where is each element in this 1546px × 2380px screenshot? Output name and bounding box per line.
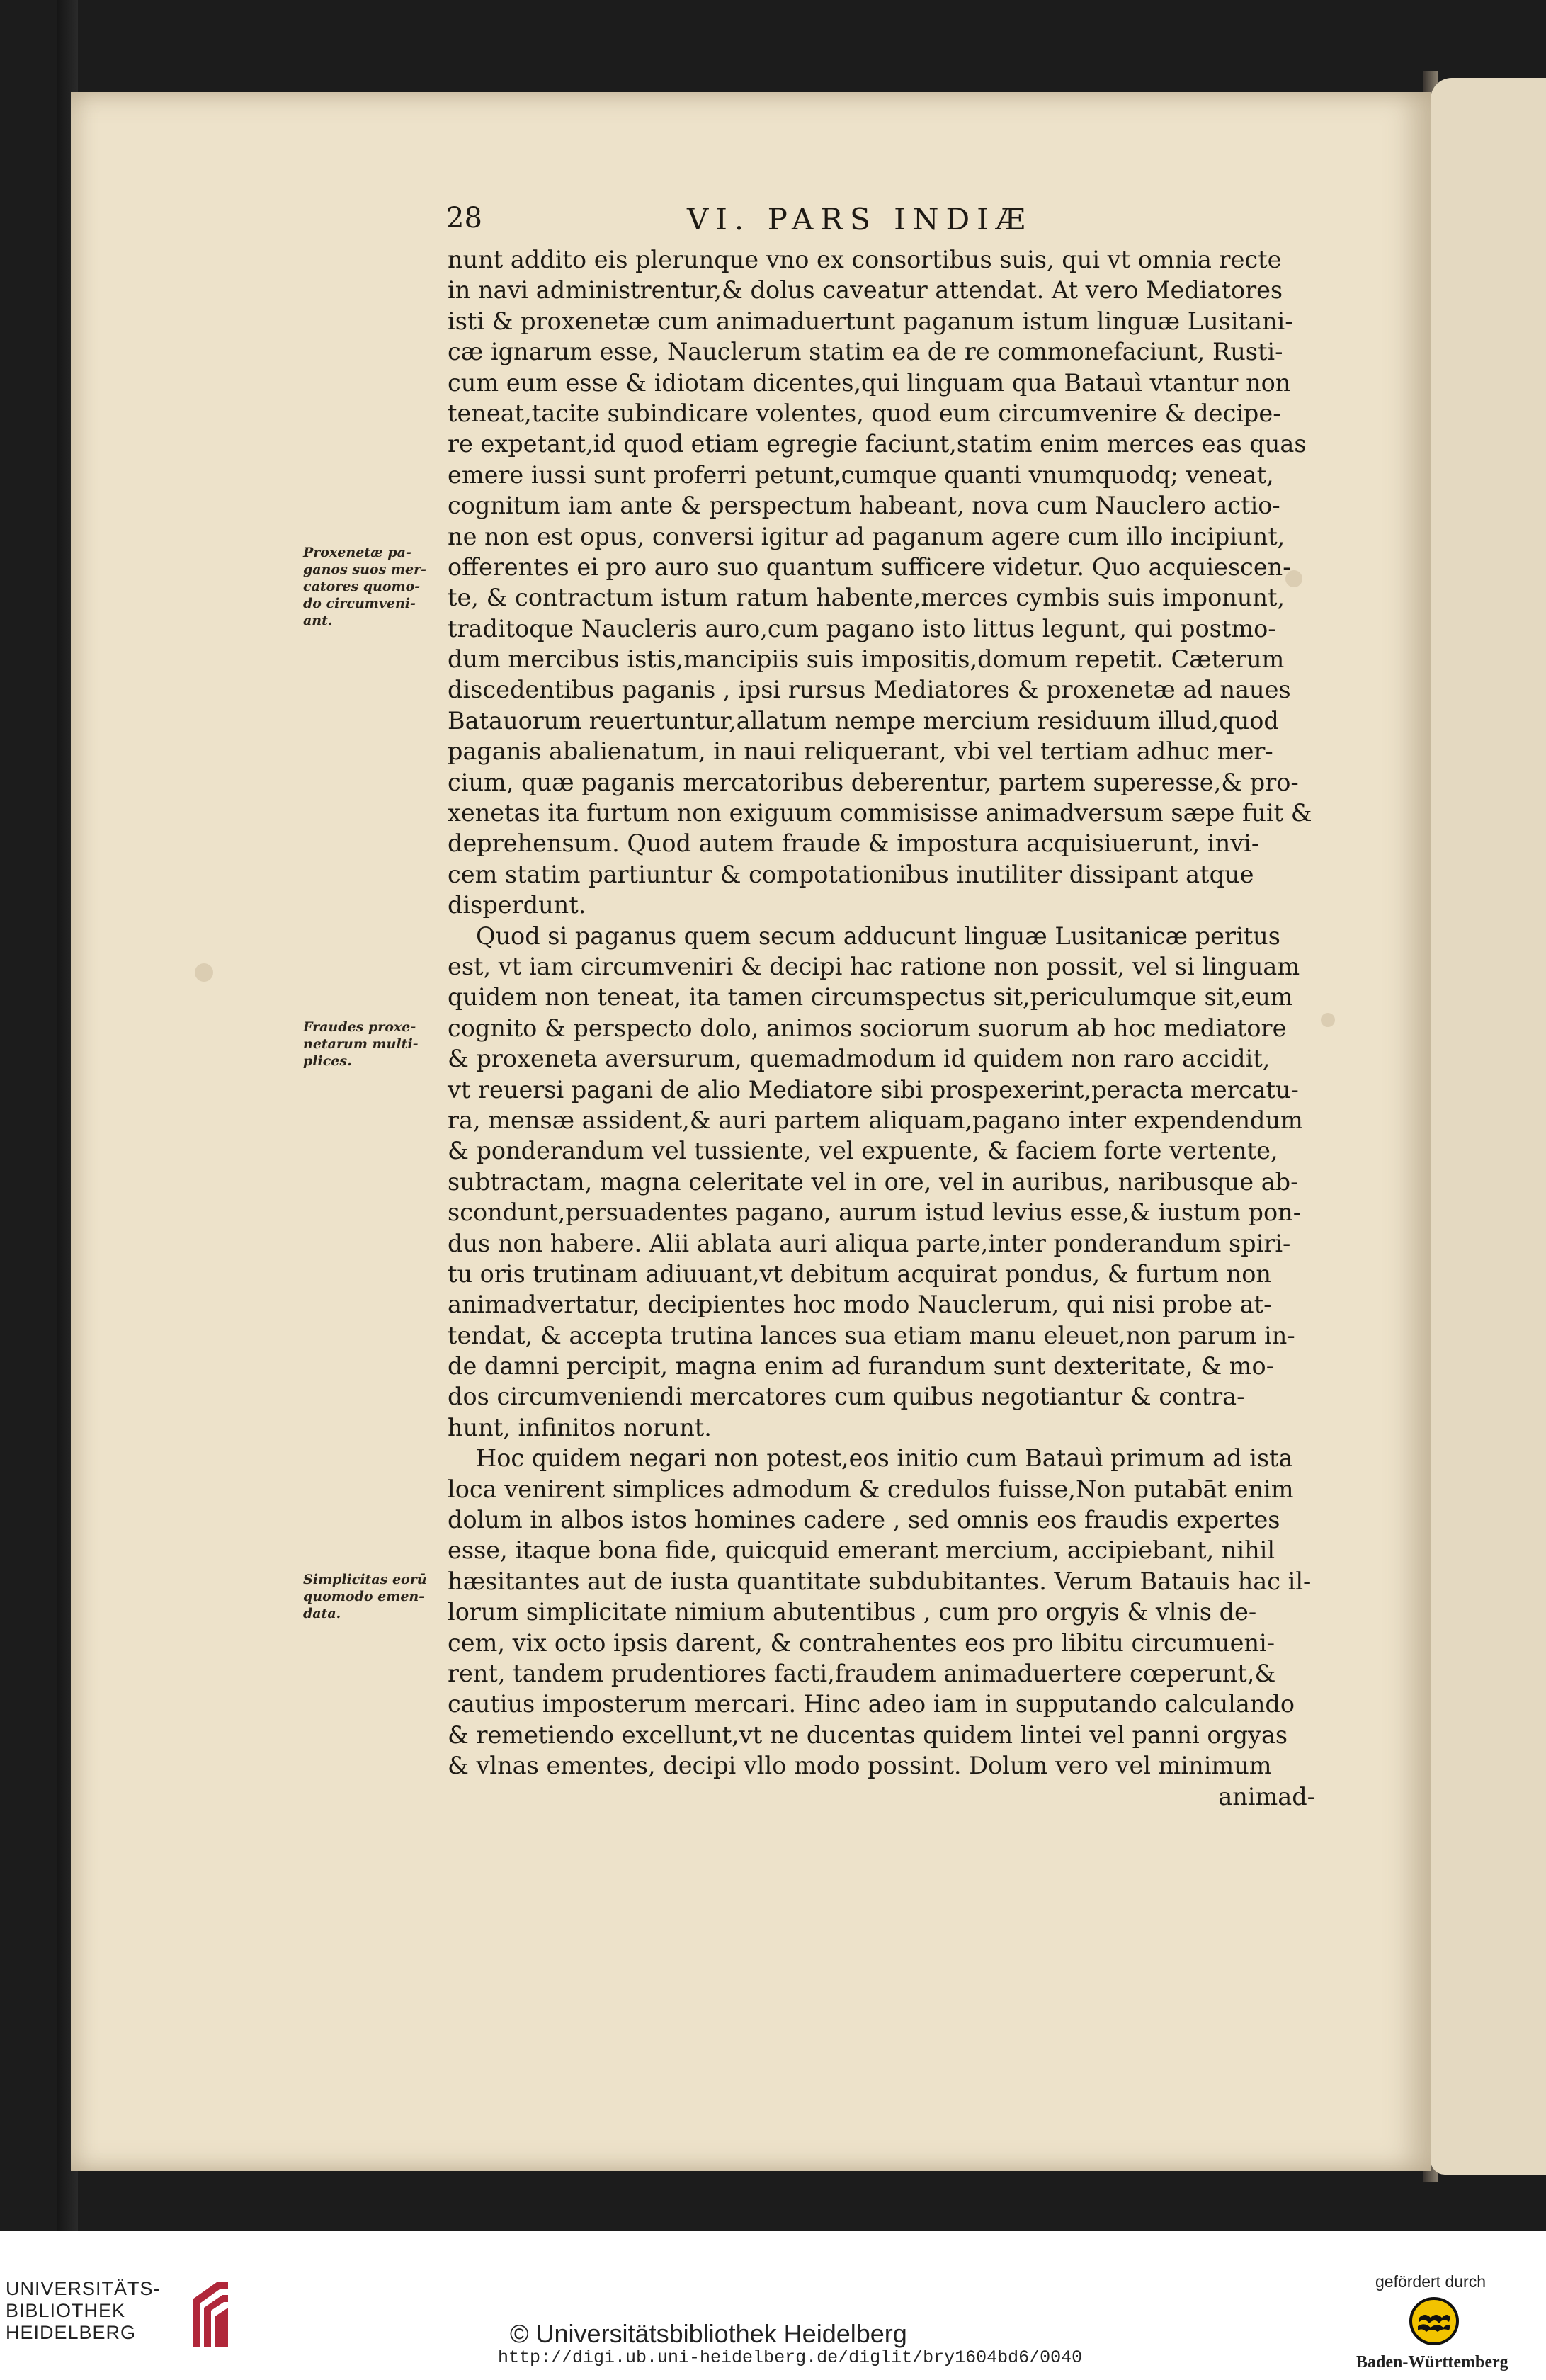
text-line: ne non est opus, conversi igitur ad paganum agere cum illo incipiunt, [448, 522, 1285, 550]
margin-note-line: netarum multi- [303, 1036, 419, 1052]
margin-note-line: Fraudes proxe- [303, 1019, 416, 1035]
coat-of-arms-icon [1409, 2296, 1459, 2346]
text-line: de damni percipit, magna enim ad furandum sunt dexteritate, & mo- [448, 1352, 1275, 1381]
library-name: UNIVERSITÄTS- BIBLIOTHEK HEIDELBERG [6, 2278, 161, 2343]
sponsor-name: Baden-Württemberg [1356, 2353, 1508, 2372]
catchword: animad- [1218, 1782, 1315, 1810]
text-line: traditoque Naucleris auro,cum pagano isto littus legunt, qui postmo- [448, 614, 1276, 642]
text-line: dus non habere. Alii ablata auri aliqua parte,inter ponderandum spiri- [448, 1229, 1291, 1257]
text-line: loca venirent simplices admodum & credulos fuisse,Non putabāt enim [448, 1475, 1294, 1503]
text-line: xenetas ita furtum non exiguum commisisse animadversum sæpe fuit & [448, 799, 1312, 827]
source-url-link[interactable]: http://digi.ub.uni-heidelberg.de/diglit/bry1604bd6/0040 [498, 2347, 1083, 2368]
page-number: 28 [446, 202, 482, 234]
margin-note-line: plices. [303, 1053, 352, 1069]
text-line: cem, vix octo ipsis darent, & contrahentes eos pro libitu circumueni- [448, 1628, 1275, 1657]
margin-note-line: do circumveni- [303, 596, 416, 611]
text-line: cautius imposterum mercari. Hinc adeo iam in supputando calculando [448, 1690, 1295, 1718]
text-line: cæ ignarum esse, Nauclerum statim ea de re commonefaciunt, Rusti- [448, 338, 1283, 366]
running-title: VI. PARS INDIÆ [687, 202, 1033, 237]
text-line: subtractam, magna celeritate vel in ore, vel in auribus, naribusque ab- [448, 1167, 1299, 1196]
margin-note-line: Simplicitas eorū [303, 1572, 427, 1587]
text-line: lorum simplicitate nimium abutentibus , cum pro orgyis & vlnis de- [448, 1598, 1257, 1626]
text-line: cognito & perspecto dolo, animos sociorum suorum ab hoc mediatore [448, 1014, 1287, 1042]
text-line: & proxeneta aversurum, quemadmodum id quidem non raro accidit, [448, 1045, 1271, 1073]
text-line: hæsitantes aut de iusta quantitate subdubitantes. Verum Batauis hac il- [448, 1567, 1312, 1595]
text-line: dum mercibus istis,mancipiis suis impositis,domum repetit. Cæterum [448, 645, 1285, 674]
text-line: paganis abalienatum, in naui reliquerant, vbi vel tertiam adhuc mer- [448, 737, 1273, 766]
text-line: cum eum esse & idiotam dicentes,qui linguam qua Batauì vtantur non [448, 368, 1291, 397]
text-line: scondunt,persuadentes pagano, aurum istud levius esse,& iustum pon- [448, 1198, 1302, 1227]
margin-note-simplicitas [303, 1571, 452, 1622]
text-line: re expetant,id quod etiam egregie faciunt,statim enim merces eas quas [448, 430, 1307, 458]
text-line: dolum in albos istos homines cadere , sed omnis eos fraudis expertes [448, 1506, 1280, 1534]
text-line: tu oris trutinam adiuuant,vt debitum acquirat pondus, & furtum non [448, 1259, 1271, 1288]
text-line: est, vt iam circumveniri & decipi hac ratione non possit, vel si linguam [448, 952, 1300, 980]
text-line: animadvertatur, decipientes hoc modo Nauclerum, qui nisi probe at- [448, 1291, 1272, 1319]
next-page-edge [1431, 78, 1546, 2175]
paragraph-start-line: Hoc quidem negari non potest,eos initio cum Batauì primum ad ista [476, 1444, 1293, 1473]
text-line: in navi administrentur,& dolus caveatur attendat. At vero Mediatores [448, 276, 1283, 305]
margin-note-line: quomodo emen- [303, 1589, 425, 1604]
text-line: discedentibus paganis , ipsi rursus Mediatores & proxenetæ ad naues [448, 676, 1291, 704]
paragraph-start-line: Quod si paganus quem secum adducunt linguæ Lusitanicæ peritus [476, 922, 1280, 950]
text-line: rent, tandem prudentiores facti,fraudem animaduertere cœperunt,& [448, 1659, 1276, 1687]
text-line: & vlnas ementes, decipi vllo modo possint. Dolum vero vel minimum [448, 1752, 1272, 1780]
text-line: emere iussi sunt proferri petunt,cumque quanti vnumquodq; veneat, [448, 460, 1274, 489]
text-line: tendat, & accepta trutina lances sua etiam manu eleuet,non parum in- [448, 1321, 1295, 1349]
library-emblem-icon [188, 2278, 232, 2352]
margin-note-line: catores quomo- [303, 579, 421, 594]
margin-note-line: data. [303, 1606, 341, 1621]
copyright-notice: © Universitätsbibliothek Heidelberg [510, 2319, 907, 2348]
text-line: Batauorum reuertuntur,allatum nempe mercium residuum illud,quod [448, 706, 1279, 735]
text-line: hunt, infinitos norunt. [448, 1413, 712, 1441]
text-line: vt reuersi pagani de alio Mediatore sibi prospexerint,peracta mercatu- [448, 1075, 1299, 1104]
text-line: deprehensum. Quod autem fraude & impostura acquisiuerunt, invi- [448, 829, 1260, 858]
text-line: cium, quæ paganis mercatoribus deberentur, partem superesse,& pro- [448, 768, 1299, 796]
text-line: esse, itaque bona fide, quicquid emerant mercium, accipiebant, nihil [448, 1536, 1275, 1565]
text-line: nunt addito eis plerunque vno ex consortibus suis, qui vt omnia recte [448, 246, 1282, 273]
text-line: offerentes ei pro auro suo quantum sufficere videtur. Quo acquiescen- [448, 552, 1291, 581]
footer [0, 2231, 1546, 2380]
text-line: disperdunt. [448, 891, 586, 919]
text-line: ra, mensæ assident,& auri partem aliquam,pagano inter expendendum [448, 1106, 1303, 1134]
margin-note-fraudes [303, 1019, 452, 1070]
margin-note-line: ant. [303, 613, 333, 628]
text-line: & ponderandum vel tussiente, vel expuente, & faciem forte vertente, [448, 1137, 1278, 1165]
text-line: te, & contractum istum ratum habente,merces cymbis suis imponunt, [448, 584, 1285, 612]
margin-note-proxenetae [303, 544, 452, 629]
text-line: teneat,tacite subindicare volentes, quod eum circumvenire & decipe- [448, 399, 1281, 427]
sponsor-label: gefördert durch [1375, 2272, 1486, 2291]
library-logo[interactable] [6, 2278, 239, 2349]
text-line: cognitum iam ante & perspectum habeant, nova cum Nauclero actio- [448, 492, 1280, 520]
main-text-block [448, 244, 1315, 1812]
page-header [446, 202, 1289, 241]
paper-stain [195, 963, 213, 982]
text-line: quidem non teneat, ita tamen circumspectus sit,periculumque sit,eum [448, 983, 1293, 1012]
text-line: isti & proxenetæ cum animaduertunt paganum istum linguæ Lusitani- [448, 307, 1293, 335]
margin-note-line: Proxenetæ pa- [303, 545, 411, 560]
text-line: & remetiendo excellunt,vt ne ducentas quidem lintei vel panni orgyas [448, 1721, 1288, 1749]
text-line: cem statim partiuntur & compotationibus inutiliter dissipant atque [448, 860, 1254, 888]
paper-stain [1321, 1013, 1335, 1027]
margin-note-line: ganos suos mer- [303, 562, 426, 577]
text-line: dos circumveniendi mercatores cum quibus negotiantur & contra- [448, 1383, 1245, 1411]
